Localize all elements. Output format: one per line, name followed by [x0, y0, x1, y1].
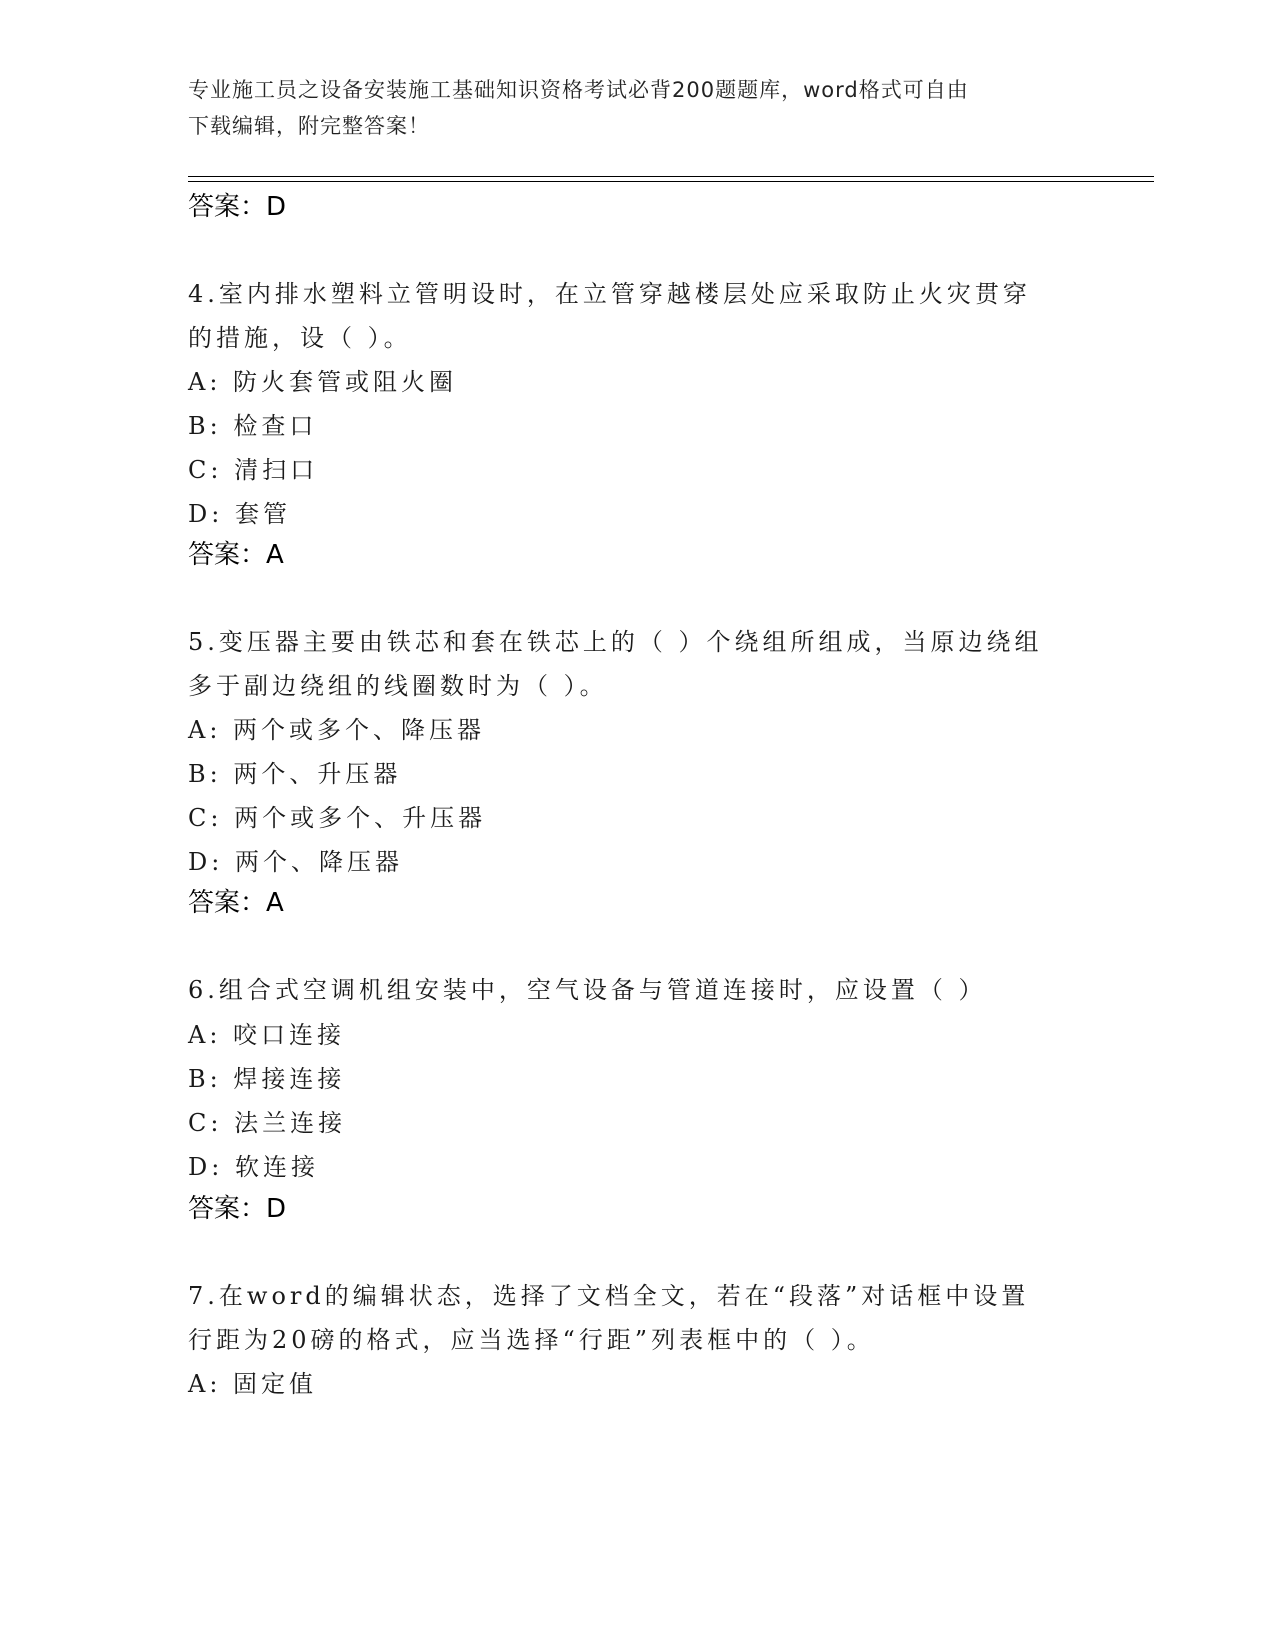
question-6-option-a: A: 咬口连接	[188, 1021, 346, 1049]
question-4-line-1: 4.室内排水塑料立管明设时，在立管穿越楼层处应采取防止火灾贯穿	[188, 280, 1031, 308]
question-5-line-2: 多于副边绕组的线圈数时为（ ）。	[188, 672, 608, 700]
question-6-option-b: B: 焊接连接	[188, 1065, 346, 1093]
question-7-line-2: 行距为20磅的格式，应当选择“行距”列表框中的（ ）。	[188, 1326, 875, 1354]
question-5-option-a: A: 两个或多个、降压器	[188, 716, 486, 744]
answer-q4: 答案：A	[188, 540, 284, 570]
question-4-option-c: C: 清扫口	[188, 456, 319, 484]
question-7-option-a: A: 固定值	[188, 1370, 318, 1398]
question-7-line-1: 7.在word的编辑状态，选择了文档全文，若在“段落”对话框中设置	[188, 1282, 1030, 1310]
question-4-option-a: A: 防火套管或阻火圈	[188, 368, 458, 396]
question-4-option-b: B: 检查口	[188, 412, 318, 440]
question-6-option-c: C: 法兰连接	[188, 1109, 347, 1137]
header-line-2: 下载编辑，附完整答案！	[188, 114, 430, 138]
question-6-line-1: 6.组合式空调机组安装中，空气设备与管道连接时，应设置（ ）	[188, 976, 987, 1004]
question-5-option-b: B: 两个、升压器	[188, 760, 402, 788]
document-header	[188, 72, 1088, 144]
answer-q6: 答案：D	[188, 1194, 287, 1224]
header-divider-top	[188, 176, 1154, 177]
answer-q5: 答案：A	[188, 888, 284, 918]
header-divider-bottom	[188, 181, 1154, 182]
answer-q3: 答案：D	[188, 192, 287, 222]
question-5-option-c: C: 两个或多个、升压器	[188, 804, 487, 832]
question-5-option-d: D: 两个、降压器	[188, 848, 403, 876]
question-5-line-1: 5.变压器主要由铁芯和套在铁芯上的（ ）个绕组所组成，当原边绕组	[188, 628, 1043, 656]
header-line-1: 专业施工员之设备安装施工基础知识资格考试必背200题题库，word格式可自由	[188, 78, 969, 102]
question-6-option-d: D: 软连接	[188, 1153, 319, 1181]
question-4-line-2: 的措施，设（ ）。	[188, 324, 412, 352]
question-4-option-d: D: 套管	[188, 500, 291, 528]
